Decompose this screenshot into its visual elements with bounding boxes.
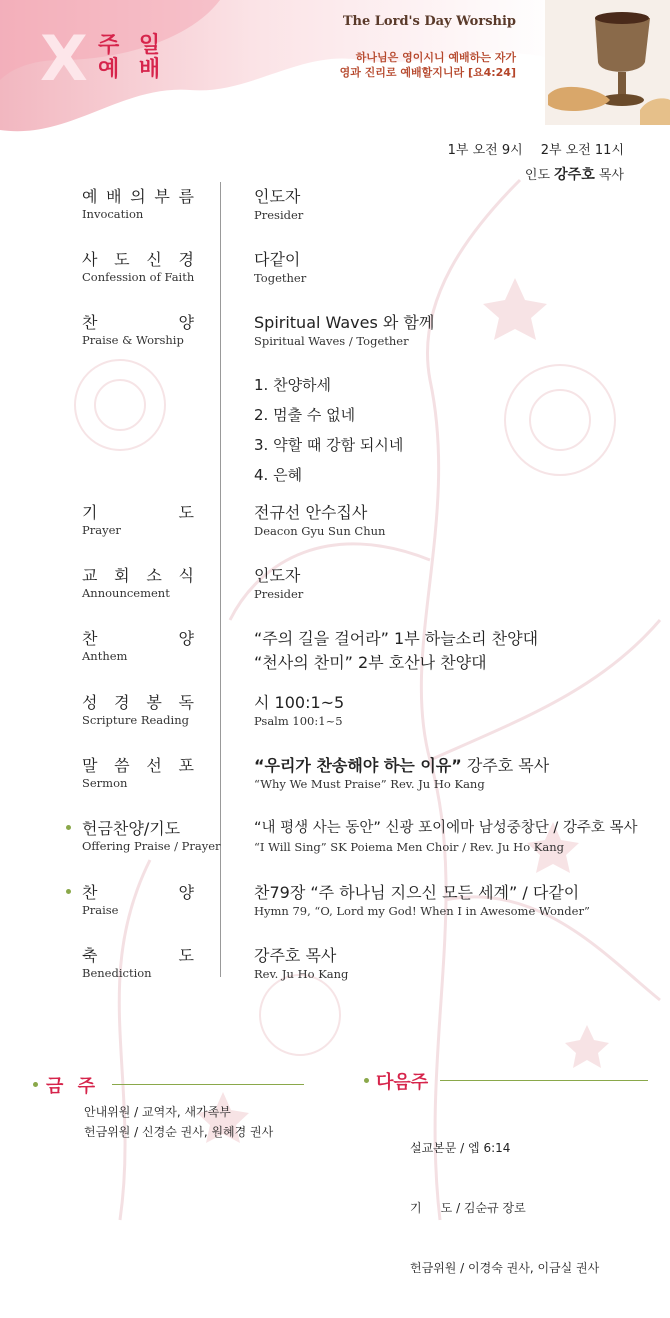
order-value-en: “Why We Must Praise” Rev. Ju Ho Kang [254,777,485,791]
order-value: Spiritual Waves 와 함께 [254,313,435,332]
order-label-ko: 헌금찬양/기도 [82,819,181,838]
next-week-line-1: 설교본문 / 엡 6:14 [410,1141,511,1155]
order-label-en: Praise & Worship [82,333,184,347]
order-label-ko: 사 도 신 경 [82,250,194,269]
order-label-en: Announcement [82,586,170,600]
order-value-en: Psalm 100:1~5 [254,714,343,728]
order-value: 시 100:1~5 [254,693,345,712]
order-value-en: Together [254,271,307,285]
service-2-time: 2부 오전 11시 [540,143,624,158]
sermon-preacher: 강주호 목사 [461,756,550,775]
service-1-time: 1부 오전 9시 [447,143,523,158]
list-item: 3. 약할 때 강함 되시네 [254,436,404,454]
next-week-details [410,1098,599,1318]
order-label-en: Anthem [82,649,128,663]
bullet-icon [364,1078,369,1083]
order-value: 강주호 목사 [254,946,337,965]
order-value-en: Hymn 79, “O, Lord my God! When I in Awesome Wonder” [254,904,590,918]
list-item: 4. 은혜 [254,466,303,484]
order-value: 찬79장 “주 하나님 지으신 모든 세계” / 다같이 [254,883,580,902]
leader-name: 강주호 [554,167,595,183]
list-item: 2. 멈출 수 없네 [254,406,356,424]
order-label-en: Praise [82,903,119,917]
order-value: 인도자 [254,187,301,206]
order-label-en: Invocation [82,207,144,221]
order-label-ko: 성 경 봉 독 [82,693,194,712]
order-value: “내 평생 사는 동안” 신광 포이에마 남성중창단 / 강주호 목사 [254,820,638,836]
sermon-title: “우리가 찬송해야 하는 이유” [254,756,462,775]
order-label-en: Benediction [82,966,152,980]
order-value: 다같이 [254,250,301,269]
leader-prefix: 인도 [524,168,551,183]
list-item: 1. 찬양하세 [254,376,332,394]
this-week-line-1: 안내위원 / 교역자, 새가족부 [84,1105,231,1119]
order-value: 인도자 [254,566,301,585]
bullet-icon [33,1082,38,1087]
order-label-ko: 기 도 [82,503,194,522]
order-label-en: Sermon [82,776,128,790]
order-value-en: Deacon Gyu Sun Chun [254,524,386,538]
this-week-title: 금 주 [46,1076,100,1097]
title-line-1: 주 일 [98,33,167,58]
order-value-en: Rev. Ju Ho Kang [254,967,349,981]
order-label-en: Scripture Reading [82,713,189,727]
order-value-en: Presider [254,208,304,222]
this-week-details [84,1102,273,1142]
next-week-title: 다음주 [376,1072,429,1093]
order-label-en: Offering Praise / Prayer [82,839,221,853]
order-label-ko: 찬 양 [82,629,194,648]
divider [112,1084,304,1085]
order-label-ko: 예 배 의 부 름 [82,187,194,206]
order-value-en: Spiritual Waves / Together [254,334,409,348]
order-value-en: “I Will Sing” SK Poiema Men Choir / Rev. Ju Ho Kang [254,840,565,854]
next-week-line-2: 기 도 / 김순규 장로 [410,1201,526,1215]
this-week-line-2: 헌금위원 / 신경순 권사, 원혜경 권사 [84,1125,274,1139]
order-label-ko: 찬 양 [82,883,194,902]
verse-line-1: 하나님은 영이시니 예배하는 자가 [355,51,516,64]
order-value-2: “천사의 찬미” 2부 호산나 찬양대 [254,653,487,672]
title-line-2: 예 배 [98,57,167,82]
order-label-ko: 찬 양 [82,313,194,332]
leader-suffix: 목사 [598,168,624,183]
order-value-en: Presider [254,587,304,601]
order-label-ko: 말 씀 선 포 [82,756,194,775]
verse-line-2: 영과 진리로 예배할지니라 [요4:24] [339,66,516,79]
order-label-ko: 축 도 [82,946,194,965]
order-label-ko: 교 회 소 식 [82,566,194,585]
divider [440,1080,648,1081]
cross-x-decoration: X [40,22,88,95]
order-value: 전규선 안수집사 [254,503,368,522]
order-value: “주의 길을 걸어라” 1부 하늘소리 찬양대 [254,629,539,648]
english-title: The Lord's Day Worship [342,14,516,29]
order-label-en: Prayer [82,523,121,537]
next-week-line-3: 헌금위원 / 이경숙 권사, 이금실 권사 [410,1261,600,1275]
order-label-en: Confession of Faith [82,270,195,284]
